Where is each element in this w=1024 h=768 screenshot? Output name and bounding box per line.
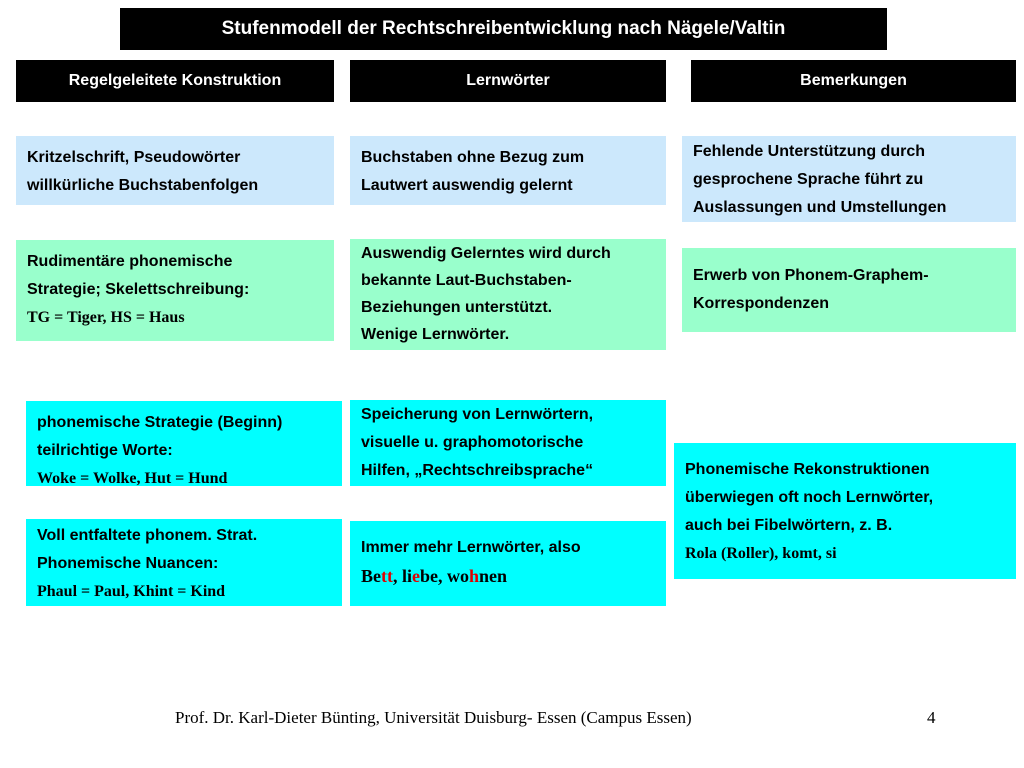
box-text: Beziehungen unterstützt. xyxy=(361,299,553,316)
slide-title: Stufenmodell der Rechtschreibentwicklung nach Nägele/Valtin xyxy=(120,8,887,50)
lernwoerter-stage-4 xyxy=(350,521,666,606)
highlighted-letters: e xyxy=(412,566,421,586)
column-header-konstruktion: Regelgeleitete Konstruktion xyxy=(16,60,334,102)
box-text: Phonemische Rekonstruktionen xyxy=(685,461,930,478)
konstruktion-stage-3 xyxy=(26,401,342,486)
box-text: bekannte Laut-Buchstaben- xyxy=(361,272,572,289)
box-text: Strategie; Skelettschreibung: xyxy=(27,281,250,298)
konstruktion-stage-1 xyxy=(16,136,334,205)
box-text: Voll entfaltete phonem. Strat. xyxy=(37,527,258,544)
box-text: Auslassungen und Umstellungen xyxy=(693,199,947,216)
box-text: willkürliche Buchstabenfolgen xyxy=(27,177,259,194)
word-part: wo xyxy=(447,566,470,586)
box-text: gesprochene Sprache führt zu xyxy=(693,171,924,188)
column-header-lernwoerter: Lernwörter xyxy=(350,60,666,102)
box-text: Wenige Lernwörter. xyxy=(361,326,510,343)
konstruktion-stage-2 xyxy=(16,240,334,341)
word-part: li xyxy=(402,566,413,586)
box-text: Rudimentäre phonemische xyxy=(27,253,233,270)
bemerkung-stage-1 xyxy=(682,136,1016,222)
lernwoerter-stage-2 xyxy=(350,239,666,350)
box-text: Phonemische Nuancen: xyxy=(37,555,219,572)
box-text: überwiegen oft noch Lernwörter, xyxy=(685,489,934,506)
box-example: Woke = Wolke, Hut = Hund xyxy=(37,470,228,487)
footer-credit: Prof. Dr. Karl-Dieter Bünting, Universität Duisburg- Essen (Campus Essen) xyxy=(175,708,692,727)
box-text: Erwerb von Phonem-Graphem- xyxy=(693,267,929,284)
box-text: phonemische Strategie (Beginn) xyxy=(37,414,283,431)
box-text: Fehlende Unterstützung durch xyxy=(693,143,925,160)
bemerkung-stage-2 xyxy=(682,248,1016,332)
box-text: Lautwert auswendig gelernt xyxy=(361,177,573,194)
bemerkung-stage-3 xyxy=(674,443,1016,579)
box-text: Korrespondenzen xyxy=(693,295,830,312)
box-text: Hilfen, „Rechtschreibsprache“ xyxy=(361,462,594,479)
lernwoerter-stage-1 xyxy=(350,136,666,205)
page-number: 4 xyxy=(927,708,936,727)
konstruktion-stage-4 xyxy=(26,519,342,606)
box-example: Phaul = Paul, Khint = Kind xyxy=(37,583,226,600)
box-text: Immer mehr Lernwörter, also xyxy=(361,539,581,556)
box-example: Rola (Roller), komt, si xyxy=(685,545,837,562)
box-example: TG = Tiger, HS = Haus xyxy=(27,309,185,326)
box-text: Kritzelschrift, Pseudowörter xyxy=(27,149,241,166)
column-header-bemerkungen: Bemerkungen xyxy=(691,60,1016,102)
lernwoerter-stage-3 xyxy=(350,400,666,486)
word-part: nen xyxy=(479,566,508,586)
example-words xyxy=(361,562,666,590)
box-text: Auswendig Gelerntes wird durch xyxy=(361,245,611,262)
box-text: Speicherung von Lernwörtern, xyxy=(361,406,594,423)
box-text: auch bei Fibelwörtern, z. B. xyxy=(685,517,893,534)
highlighted-letters: tt xyxy=(381,566,393,586)
word-part: , xyxy=(393,566,402,586)
box-text: visuelle u. graphomotorische xyxy=(361,434,584,451)
box-text: teilrichtige Worte: xyxy=(37,442,173,459)
box-text: Buchstaben ohne Bezug zum xyxy=(361,149,585,166)
highlighted-letters: h xyxy=(469,566,480,586)
word-part: be, xyxy=(420,566,448,586)
word-part: Be xyxy=(361,566,381,586)
